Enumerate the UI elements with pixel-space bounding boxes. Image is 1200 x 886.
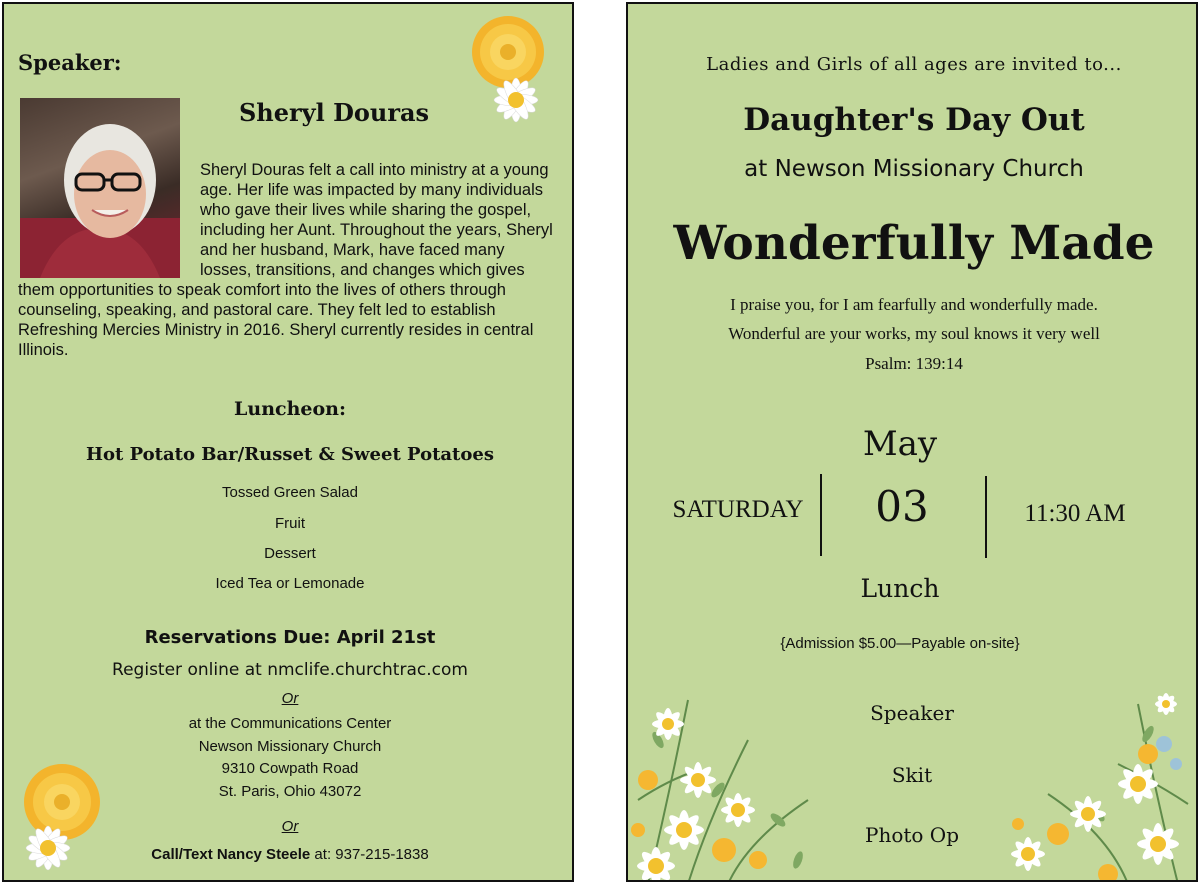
bio-photo-spacer bbox=[18, 160, 200, 272]
event-day: 03 bbox=[875, 482, 929, 531]
event-time: 11:30 AM bbox=[1024, 500, 1126, 527]
or-separator: Or bbox=[281, 690, 299, 707]
event-flyer-panel bbox=[626, 2, 1198, 882]
activity-item: Skit bbox=[891, 763, 933, 787]
lunch-label: Lunch bbox=[860, 574, 940, 603]
event-weekday: SATURDAY bbox=[672, 496, 804, 523]
scripture-reference: Psalm: 139:14 bbox=[865, 354, 963, 373]
event-theme: Wonderfully Made bbox=[673, 216, 1155, 271]
menu-item: Iced Tea or Lemonade bbox=[215, 575, 365, 592]
main-dish: Hot Potato Bar/Russet & Sweet Potatoes bbox=[86, 444, 494, 465]
marigold-daisy-decoration bbox=[10, 760, 110, 880]
speaker-flyer-panel bbox=[2, 2, 574, 882]
scripture-line: I praise you, for I am fearfully and wonderfully made. bbox=[730, 295, 1098, 314]
contact-name: Call/Text Nancy Steele bbox=[151, 846, 311, 863]
event-title: Daughter's Day Out bbox=[743, 102, 1085, 138]
menu-item: Fruit bbox=[275, 515, 305, 532]
activity-item: Speaker bbox=[870, 701, 954, 725]
reservations-due: Reservations Due: April 21st bbox=[144, 627, 436, 648]
speaker-bio: Sheryl Douras felt a call into ministry at a young age. Her life was impacted by many individuals who gave their lives while sharing the gospel, including her Aunt. Throughout the years, Sheryl and her husband, Mark, have faced many losses, transitions, and changes which gives them opportunities to speak comfort into the lives of others through counseling, speaking, and pastoral care. They felt led to establish Refreshing Mercies Ministry in 2016. Sheryl currently resides in central Illinois. bbox=[18, 161, 553, 359]
invite-line: Ladies and Girls of all ages are invited to... bbox=[706, 54, 1122, 75]
speaker-name: Sheryl Douras bbox=[238, 98, 430, 127]
register-online: Register online at nmclife.churchtrac.com bbox=[112, 660, 468, 680]
address-line: 9310 Cowpath Road bbox=[221, 760, 359, 777]
church-name: at Newson Missionary Church bbox=[744, 156, 1084, 182]
speaker-bio-block bbox=[18, 160, 558, 360]
scripture-line: Wonderful are your works, my soul knows it very well bbox=[728, 324, 1100, 343]
luncheon-heading: Luncheon: bbox=[234, 398, 346, 420]
speaker-heading: Speaker: bbox=[18, 50, 122, 75]
activity-item: Photo Op bbox=[864, 823, 959, 847]
menu-item: Dessert bbox=[264, 545, 316, 562]
event-month: May bbox=[862, 424, 938, 464]
menu-item: Tossed Green Salad bbox=[222, 484, 358, 501]
address-line: Newson Missionary Church bbox=[198, 738, 382, 755]
admission-fee: {Admission $5.00—Payable on-site} bbox=[780, 635, 1020, 652]
address-line: St. Paris, Ohio 43072 bbox=[218, 783, 362, 800]
or-separator: Or bbox=[281, 818, 299, 835]
date-divider bbox=[985, 476, 987, 558]
address-line: at the Communications Center bbox=[188, 715, 392, 732]
contact-phone: at: 937-215-1838 bbox=[310, 846, 429, 863]
